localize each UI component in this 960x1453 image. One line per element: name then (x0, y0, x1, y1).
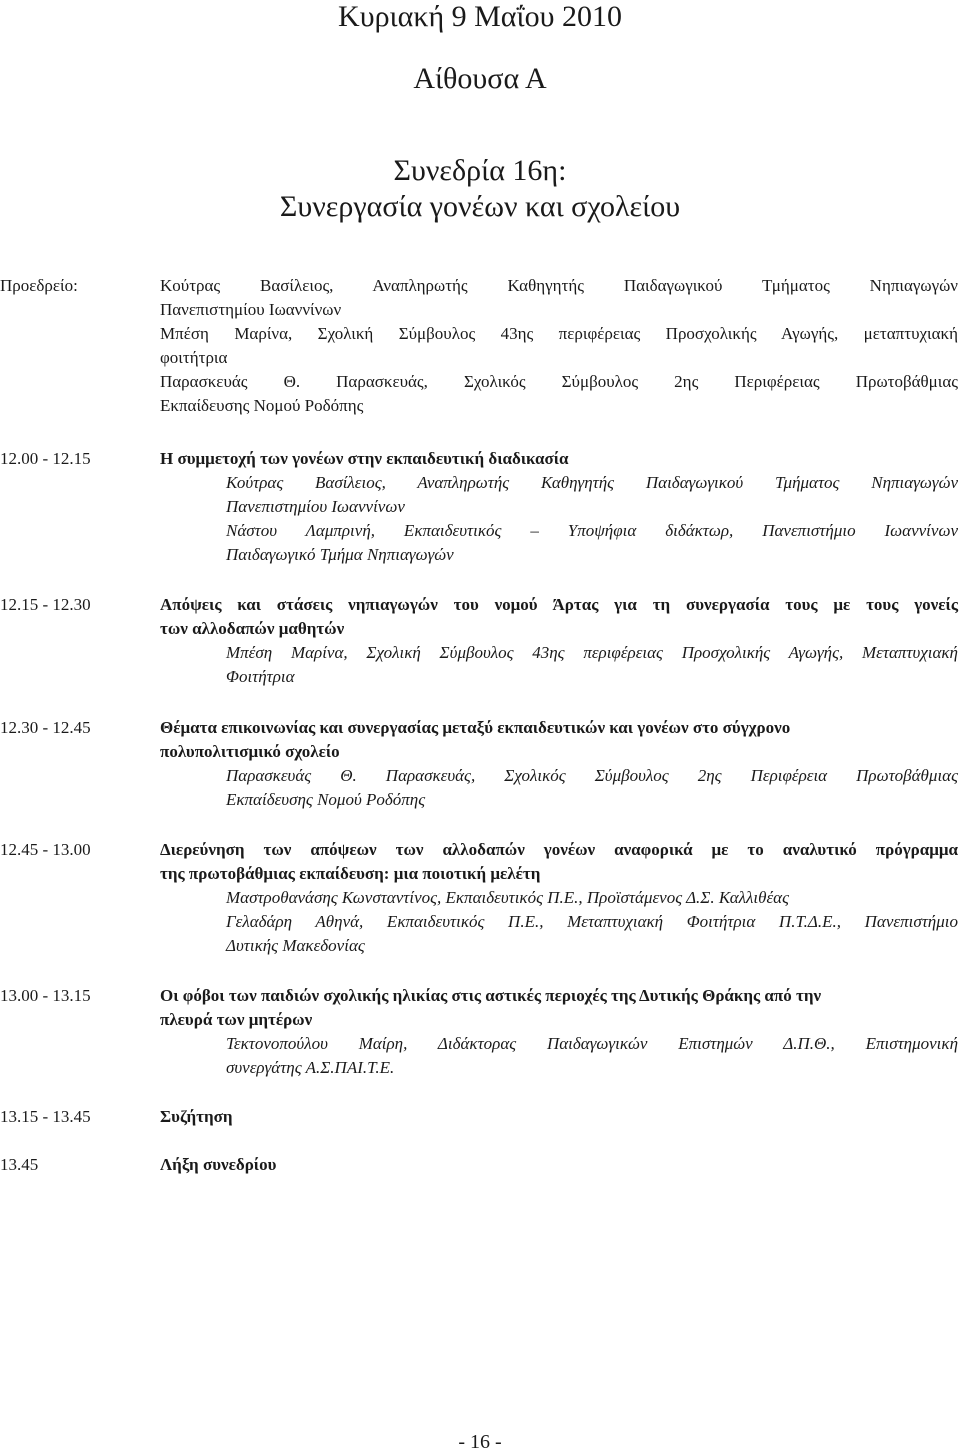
item-authors (226, 641, 958, 689)
item-time: 12.30 - 12.45 (0, 718, 91, 737)
item-title: Συζήτηση (160, 1107, 233, 1126)
chair-line: Πανεπιστημίου Ιωαννίνων (160, 300, 342, 319)
item-time: 13.45 (0, 1155, 39, 1174)
item-title: της πρωτοβάθμιας εκπαίδευση: μια ποιοτική μελέτη (160, 864, 541, 883)
item-content (160, 838, 958, 958)
item-title: Θέματα επικοινωνίας και συνεργασίας μεταξύ εκπαιδευτικών και γονέων στο σύγχρονο (160, 718, 791, 737)
author-line: Φοιτήτρια (226, 667, 295, 686)
item-time: 13.00 - 13.15 (0, 986, 91, 1005)
author-line: Μαστροθανάσης Κωνσταντίνος, Εκπαιδευτικός Π.Ε., Προϊστάμενος Δ.Σ. Καλλιθέας (226, 888, 789, 907)
chair-line: Εκπαίδευσης Νομού Ροδόπης (160, 396, 364, 415)
chair-list (160, 274, 958, 418)
session-title: Συνεργασία γονέων και σχολείου (279, 190, 681, 223)
item-title: πλευρά των μητέρων (160, 1010, 313, 1029)
item-time: 13.15 - 13.45 (0, 1107, 91, 1126)
item-content (160, 984, 958, 1080)
item-authors (226, 764, 958, 812)
author-line: Πανεπιστημίου Ιωαννίνων (226, 497, 405, 516)
chair-line: Μπέση Μαρίνα, Σχολική Σύμβουλος 43ης περιφέρειας Προσχολικής Αγωγής, μεταπτυχιακή (160, 324, 958, 343)
item-title: των αλλοδαπών μαθητών (160, 619, 345, 638)
item-content (160, 1153, 958, 1177)
item-title: Διερεύνηση των απόψεων των αλλοδαπών γονέων αναφορικά με το αναλυτικό πρόγραμμα (160, 840, 958, 859)
author-line: Γελαδάρη Αθηνά, Εκπαιδευτικός Π.Ε., Μεταπτυχιακή Φοιτήτρια Π.Τ.Δ.Ε., Πανεπιστήμιο (226, 912, 958, 931)
session-heading (0, 153, 960, 225)
author-line: Παιδαγωγικό Τμήμα Νηπιαγωγών (226, 545, 454, 564)
item-content (160, 1105, 958, 1129)
item-authors (226, 886, 958, 958)
author-line: Μπέση Μαρίνα, Σχολική Σύμβουλος 43ης περιφέρειας Προσχολικής Αγωγής, Μεταπτυχιακή (226, 643, 958, 662)
chair-line: φοιτήτρια (160, 348, 228, 367)
chair-label: Προεδρείο: (0, 276, 78, 295)
program-date: Κυριακή 9 Μαΐου 2010 (338, 0, 622, 33)
author-line: Τεκτονοπούλου Μαίρη, Διδάκτορας Παιδαγωγικών Επιστημών Δ.Π.Θ., Επιστημονική (226, 1034, 958, 1053)
author-line: Εκπαίδευσης Νομού Ροδόπης (226, 790, 426, 809)
item-authors (226, 1032, 958, 1080)
chair-line: Κούτρας Βασίλειος, Αναπληρωτής Καθηγητής Παιδαγωγικού Τμήματος Νηπιαγωγών (160, 276, 958, 295)
item-content (160, 593, 958, 689)
author-line: συνεργάτης Α.Σ.ΠΑΙ.Τ.Ε. (226, 1058, 395, 1077)
page-number: - 16 - (458, 1431, 502, 1453)
item-time: 12.15 - 12.30 (0, 595, 91, 614)
item-title: Απόψεις και στάσεις νηπιαγωγών του νομού Άρτας για τη συνεργασία τους με τους γονείς (160, 595, 958, 614)
hall-name: Αίθουσα Α (413, 62, 547, 95)
author-line: Παρασκευάς Θ. Παρασκευάς, Σχολικός Σύμβουλος 2ης Περιφέρεια Πρωτοβάθμιας (226, 766, 958, 785)
author-line: Κούτρας Βασίλειος, Αναπληρωτής Καθηγητής Παιδαγωγικού Τμήματος Νηπιαγωγών (226, 473, 958, 492)
item-authors (226, 471, 958, 567)
item-time: 12.45 - 13.00 (0, 840, 91, 859)
item-title: πολυπολιτισμικό σχολείο (160, 742, 340, 761)
item-time: 12.00 - 12.15 (0, 449, 91, 468)
item-title: Η συμμετοχή των γονέων στην εκπαιδευτική διαδικασία (160, 449, 569, 468)
session-number: Συνεδρία 16η: (393, 154, 567, 187)
author-line: Δυτικής Μακεδονίας (226, 936, 365, 955)
item-title: Λήξη συνεδρίου (160, 1155, 277, 1174)
item-content (160, 716, 958, 812)
item-title: Οι φόβοι των παιδιών σχολικής ηλικίας στις αστικές περιοχές της Δυτικής Θράκης από την (160, 986, 822, 1005)
author-line: Νάστου Λαμπρινή, Εκπαιδευτικός – Υποψήφια διδάκτωρ, Πανεπιστήμιο Ιωαννίνων (226, 521, 958, 540)
chair-line: Παρασκευάς Θ. Παρασκευάς, Σχολικός Σύμβουλος 2ης Περιφέρειας Πρωτοβάθμιας (160, 372, 958, 391)
item-content (160, 447, 958, 567)
